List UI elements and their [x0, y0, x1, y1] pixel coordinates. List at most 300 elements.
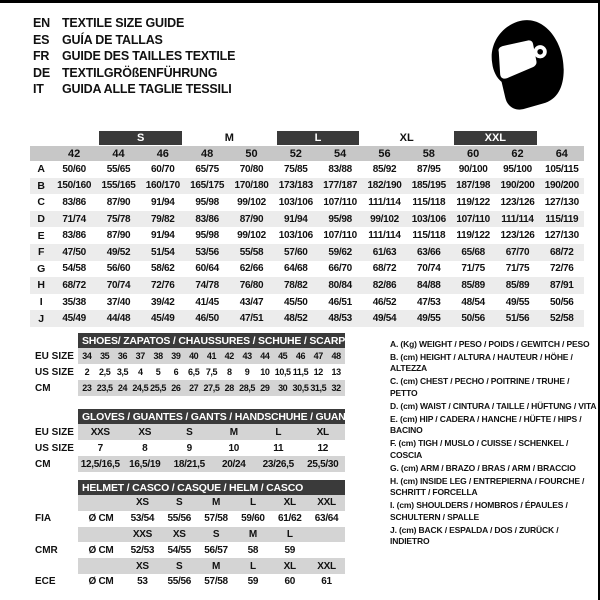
table-cell: 30,5 [292, 383, 309, 393]
row-label: FIA [35, 513, 52, 525]
spacer [35, 558, 79, 574]
size-header-cell: 62 [511, 147, 524, 160]
table-cell: 20/24 [221, 458, 246, 470]
row-label: CMR [35, 544, 58, 556]
helmet-table-title: HELMET / CASCO / CASQUE / HELM / CASCO [78, 480, 345, 495]
table-cell: 165/175 [190, 180, 225, 192]
table-cell: 170/180 [234, 180, 269, 192]
language-code: DE [33, 65, 50, 80]
size-header-cell: 56 [378, 147, 391, 160]
table-cell: XL [316, 426, 329, 438]
size-header-cell: M [212, 560, 221, 572]
table-cell: 107/110 [323, 230, 357, 242]
table-cell: 43 [242, 351, 252, 361]
table-cell: 47/53 [417, 296, 441, 308]
size-group-s: S [99, 131, 182, 145]
table-cell: 83/86 [195, 213, 219, 225]
shoes-table [78, 333, 352, 396]
table-cell: 47 [313, 351, 323, 361]
table-cell: 45/50 [284, 296, 308, 308]
table-cell: 35 [100, 351, 110, 361]
table-row [78, 574, 345, 590]
row-label: US SIZE [35, 442, 74, 454]
table-cell: 103/106 [411, 213, 446, 225]
table-cell: 57/60 [284, 246, 308, 258]
table-cell: 23/26,5 [262, 458, 294, 470]
spacer [35, 495, 79, 511]
size-header-cell: XXL [317, 560, 336, 572]
size-group-xxl: XXL [454, 131, 537, 145]
legend-item: B. (cm) HEIGHT / ALTURA / HAUTEUR / HÖHE / ALTEZZA [390, 352, 573, 374]
table-cell: 84/88 [417, 279, 441, 291]
table-cell: 50/56 [550, 296, 574, 308]
table-cell: 53/54 [130, 513, 155, 525]
table-cell: 37/40 [106, 296, 131, 308]
table-cell: 91/94 [151, 196, 175, 208]
table-cell: 6,5 [188, 367, 200, 377]
table-cell: 11,5 [292, 367, 309, 377]
table-cell: 28,5 [239, 383, 256, 393]
table-cell: 71/75 [461, 263, 485, 275]
language-list [33, 15, 235, 98]
table-cell: 75/85 [284, 163, 308, 175]
table-row [30, 178, 584, 195]
table-cell: 72/76 [151, 279, 175, 291]
table-cell: 24 [117, 383, 128, 393]
table-cell: 34 [82, 351, 92, 361]
table-cell: 57/58 [204, 576, 228, 588]
table-row [78, 542, 345, 558]
table-cell: 43/47 [239, 296, 264, 308]
table-cell: 173/183 [278, 180, 313, 192]
table-cell: 182/190 [367, 180, 402, 192]
table-cell: 38 [153, 351, 163, 361]
table-cell: 56/60 [106, 263, 131, 275]
table-cell: 60/64 [195, 263, 219, 275]
table-cell: 53 [137, 576, 148, 588]
size-header-row [78, 527, 345, 543]
table-cell: 85/89 [461, 279, 485, 291]
table-cell: 85/92 [372, 163, 397, 175]
table-cell: 25,5 [150, 383, 167, 393]
unit-cell: Ø CM [88, 513, 114, 525]
table-cell: 65/75 [195, 163, 219, 175]
legend-item: C. (cm) CHEST / PECHO / POITRINE / TRUHE / PETTO [390, 376, 570, 398]
language-title: TEXTILE SIZE GUIDE [62, 16, 185, 30]
table-cell: 16,5/19 [129, 458, 161, 470]
gloves-table [78, 409, 355, 472]
table-cell: 190/200 [544, 180, 579, 192]
size-group-xl: XL [399, 132, 414, 144]
table-cell: M [229, 426, 238, 438]
table-cell: 53/56 [195, 246, 219, 258]
table-cell: 177/187 [323, 180, 358, 192]
table-cell: 23 [82, 383, 92, 393]
table-cell: 51/54 [151, 246, 175, 258]
size-group-l: L [277, 131, 360, 145]
language-row [33, 32, 235, 49]
table-cell: 45/49 [62, 313, 86, 325]
unit-cell: Ø CM [88, 544, 114, 556]
table-cell: 48/54 [461, 296, 485, 308]
table-cell: 75/78 [106, 213, 131, 225]
language-code: ES [33, 32, 50, 47]
table-cell: 72/76 [550, 263, 574, 275]
table-cell: 55/56 [167, 513, 191, 525]
table-cell: L [275, 426, 282, 438]
table-cell: 9 [244, 367, 250, 377]
table-cell: 5 [155, 367, 161, 377]
table-cell: 115/118 [412, 196, 446, 208]
table-cell: 64/68 [284, 263, 308, 275]
legend-item: A. (Kg) WEIGHT / PESO / POIDS / GEWITCH / PESO [390, 339, 590, 349]
table-cell: 123/126 [500, 196, 535, 208]
table-cell: 83/86 [62, 196, 86, 208]
table-cell: 2 [84, 367, 90, 377]
legend-item: E. (cm) HIP / CADERA / HANCHE / HÜFTE / HIPS / BACINO [390, 413, 582, 436]
table-cell: 10 [228, 442, 240, 454]
table-cell: 3,5 [116, 367, 129, 377]
language-row [33, 15, 235, 32]
table-cell: 29 [260, 383, 270, 393]
size-header-cell: S [212, 528, 220, 540]
row-label: A [37, 163, 45, 176]
table-cell: 87/90 [106, 230, 131, 242]
size-group-m: M [224, 132, 234, 144]
table-cell: 28 [224, 383, 234, 393]
table-cell: 62/66 [239, 263, 264, 275]
table-row [78, 348, 345, 364]
table-cell: 27 [189, 383, 199, 393]
table-cell: 71/74 [62, 213, 86, 225]
table-cell: 13 [331, 367, 341, 377]
language-code: IT [33, 82, 44, 96]
table-cell: 7,5 [205, 367, 218, 377]
table-cell: 59/62 [328, 246, 352, 258]
table-cell: 111/114 [501, 213, 534, 225]
table-cell: 8 [142, 442, 148, 454]
language-row [33, 81, 235, 98]
size-header-cell: L [250, 560, 256, 572]
table-cell: 74/78 [195, 279, 219, 291]
table-cell: 87/95 [417, 163, 441, 175]
legend [390, 339, 598, 549]
table-cell: 37 [135, 351, 145, 361]
row-label: B [37, 179, 45, 192]
row-label: US SIZE [35, 366, 74, 378]
row-label: H [37, 279, 45, 292]
row-label: E [37, 229, 45, 242]
table-cell: 44 [260, 351, 270, 361]
row-label: G [37, 262, 45, 275]
row-label: D [37, 213, 45, 226]
size-header-cell: 64 [555, 147, 568, 160]
helmet-table-body [78, 495, 345, 590]
table-cell: 39/42 [151, 296, 175, 308]
table-row [30, 244, 584, 261]
table-cell: 90/100 [458, 163, 488, 175]
table-cell: 107/110 [456, 213, 490, 225]
table-row [30, 277, 584, 294]
size-header-cell: M [248, 528, 257, 540]
row-label: CM [35, 382, 51, 394]
table-row [30, 261, 584, 278]
language-title: TEXTILGRÖßENFÜHRUNG [62, 65, 218, 80]
language-row [33, 48, 235, 65]
legend-item: F. (cm) TIGH / MUSLO / CUISSE / SCHENKEL / COSCIA [390, 438, 569, 460]
table-cell: 87/91 [550, 279, 574, 291]
table-cell: 12 [313, 367, 323, 377]
size-header-cell: XS [136, 497, 149, 509]
table-cell: 58 [247, 544, 259, 556]
size-header-cell: XXS [132, 528, 152, 540]
table-row [78, 456, 345, 472]
table-cell: 11 [273, 442, 284, 454]
gloves-table-title: GLOVES / GUANTES / GANTS / HANDSCHUHE / GUANTI [78, 409, 345, 424]
table-cell: 52/53 [130, 544, 155, 556]
table-cell: 91/94 [151, 230, 175, 242]
size-header-cell: 54 [334, 147, 347, 160]
table-cell: 103/106 [278, 196, 313, 208]
table-cell: 55/56 [167, 576, 191, 588]
size-header-cell: S [176, 560, 183, 572]
table-cell: 26 [171, 383, 181, 393]
legend-item: H. (cm) INSIDE LEG / ENTREPIERNA / FOURCHE / SCHRITT / FORCELLA [390, 475, 585, 498]
table-cell: 47/51 [239, 313, 264, 325]
table-cell: 4 [137, 367, 143, 377]
size-header-cell: XS [172, 528, 186, 540]
legend-item: J. (cm) BACK / ESPALDA / DOS / ZURÜCK / INDIETRO [390, 524, 559, 546]
table-cell: 10 [260, 367, 270, 377]
table-cell: 48 [331, 351, 341, 361]
table-cell: 103/106 [278, 230, 313, 242]
size-header-cell: S [176, 497, 183, 509]
table-cell: 59 [284, 544, 295, 556]
table-cell: 71/75 [505, 263, 530, 275]
table-cell: 51/56 [505, 313, 530, 325]
row-label: EU SIZE [35, 426, 74, 438]
table-cell: S [186, 426, 193, 438]
table-cell: 66/70 [328, 263, 352, 275]
table-cell: 47/50 [62, 246, 86, 258]
table-cell: 59 [247, 576, 259, 588]
table-cell: 54/55 [167, 544, 191, 556]
size-header-cell: 60 [467, 147, 480, 160]
shoes-table-body [78, 348, 345, 396]
table-cell: 63/66 [417, 246, 441, 258]
size-header-cell: 44 [112, 147, 125, 160]
size-group-row [30, 130, 584, 146]
row-label: I [39, 296, 43, 309]
table-cell: 30 [278, 383, 288, 393]
table-row [78, 424, 345, 440]
size-header-cell: M [212, 497, 221, 509]
shoes-table-title: SHOES/ ZAPATOS / CHAUSSURES / SCHUHE / SCARPE [78, 333, 345, 348]
size-header-cell: 46 [156, 147, 169, 160]
table-cell: 10,5 [274, 367, 291, 377]
table-row [30, 211, 584, 228]
legend-item: D. (cm) WAIST / CINTURA / TAILLE / HÜFTUNG / VITA [390, 400, 597, 411]
gloves-table-body [78, 424, 345, 472]
helmet-row-labels [35, 495, 79, 590]
size-header-cell: 58 [422, 147, 435, 160]
table-cell: 83/88 [328, 163, 352, 175]
spacer [35, 527, 79, 543]
table-cell: 50/56 [461, 313, 485, 325]
table-cell: 52/58 [550, 313, 574, 325]
table-cell: 115/118 [412, 230, 446, 242]
table-cell: 56/57 [204, 544, 228, 556]
table-cell: 6 [173, 367, 179, 377]
table-cell: 12 [317, 442, 329, 454]
unit-cell: Ø CM [88, 576, 114, 588]
table-cell: 99/102 [237, 196, 266, 208]
table-cell: 49/52 [106, 246, 131, 258]
table-cell: 82/86 [372, 279, 397, 291]
table-cell: 8 [226, 367, 232, 377]
table-cell: 55/65 [106, 163, 131, 175]
table-cell: 54/58 [62, 263, 86, 275]
table-cell: 111/114 [368, 230, 401, 242]
table-row [30, 227, 584, 244]
table-cell: 58/62 [151, 263, 175, 275]
table-cell: 79/82 [151, 213, 175, 225]
row-label: J [38, 312, 44, 325]
table-cell: 70/74 [417, 263, 441, 275]
table-cell: 40 [189, 351, 199, 361]
table-cell: 48/52 [284, 313, 308, 325]
table-row [30, 310, 584, 327]
table-row [78, 440, 345, 456]
table-cell: 123/126 [500, 230, 535, 242]
table-row [30, 194, 584, 211]
table-cell: 2,5 [99, 367, 111, 377]
size-header-cell: L [250, 497, 256, 509]
table-cell: 115/119 [545, 213, 579, 225]
table-cell: 76/80 [239, 279, 264, 291]
table-cell: 63/64 [314, 513, 339, 525]
table-cell: 57/58 [204, 513, 228, 525]
table-cell: 119/122 [456, 196, 490, 208]
shoes-row-labels [35, 348, 79, 396]
table-cell: 150/160 [57, 180, 92, 192]
table-cell: 46/50 [195, 313, 219, 325]
table-cell: 60/70 [151, 163, 175, 175]
table-cell: 111/114 [368, 196, 401, 208]
table-cell: 35/38 [62, 296, 86, 308]
size-header-row [78, 558, 345, 574]
size-header-cell: XXL [317, 497, 336, 509]
table-cell: 67/70 [505, 246, 530, 258]
table-cell: 155/165 [101, 180, 136, 192]
table-cell: 65/68 [461, 246, 485, 258]
size-header-cell: XL [283, 560, 296, 572]
table-cell: 55/58 [239, 246, 264, 258]
table-cell: 31,5 [310, 383, 327, 393]
size-header-cell: 52 [289, 147, 302, 160]
size-header-cell: XS [136, 560, 149, 572]
size-header-row [30, 146, 584, 161]
table-cell: 160/170 [145, 180, 180, 192]
size-header-cell: 50 [245, 147, 258, 160]
language-title: GUIDA ALLE TAGLIE TESSILI [62, 82, 232, 96]
legend-item: I. (cm) SHOULDERS / HOMBROS / ÉPAULES / SCHULTERN / SPALLE [390, 500, 568, 522]
table-cell: 49/55 [417, 313, 441, 325]
table-cell: 46 [295, 351, 306, 361]
table-cell: 68/72 [550, 246, 574, 258]
table-cell: 190/200 [500, 180, 535, 192]
size-header-row [78, 495, 345, 511]
table-cell: 127/130 [544, 230, 579, 242]
row-label: C [37, 196, 45, 209]
table-cell: 42 [224, 351, 234, 361]
table-cell: 25,5/30 [307, 458, 339, 470]
size-header-cell: 48 [201, 147, 214, 160]
table-cell: 46/52 [372, 296, 397, 308]
table-cell: 70/80 [239, 163, 264, 175]
table-cell: 99/102 [237, 230, 266, 242]
row-label: CM [35, 458, 51, 470]
table-cell: 95/100 [503, 163, 532, 175]
table-cell: 80/84 [328, 279, 352, 291]
table-cell: 95/98 [195, 196, 219, 208]
table-cell: 61/62 [277, 513, 302, 525]
table-cell: 70/74 [106, 279, 131, 291]
table-row [30, 161, 584, 178]
table-cell: 95/98 [195, 230, 219, 242]
table-cell: 45/49 [151, 313, 175, 325]
table-cell: 68/72 [62, 279, 86, 291]
table-cell: 87/90 [239, 213, 264, 225]
table-cell: 7 [97, 442, 103, 454]
table-cell: 187/198 [456, 180, 491, 192]
table-cell: 50/60 [62, 163, 86, 175]
table-cell: XXS [90, 426, 110, 438]
row-label: F [37, 246, 45, 259]
textile-size-table [30, 130, 584, 327]
table-cell: 61 [321, 576, 332, 588]
table-cell: 48/53 [328, 313, 352, 325]
table-cell: 68/72 [372, 263, 397, 275]
table-cell: 99/102 [370, 213, 399, 225]
table-cell: 78/82 [284, 279, 308, 291]
table-cell: 105/115 [545, 163, 579, 175]
table-cell: 12,5/16,5 [80, 458, 120, 470]
language-row [33, 65, 235, 82]
table-cell: 23,5 [96, 383, 113, 393]
table-cell: 49/55 [505, 296, 530, 308]
language-title: GUÍA DE TALLAS [62, 32, 163, 47]
table-cell: 41 [206, 351, 217, 361]
table-cell: 91/94 [284, 213, 308, 225]
helmet-icon [486, 16, 568, 112]
table-cell: 107/110 [323, 196, 357, 208]
table-cell: 39 [171, 351, 181, 361]
table-cell: 60 [284, 576, 295, 588]
table-cell: 185/195 [411, 180, 446, 192]
size-header-cell: XL [283, 497, 296, 509]
table-cell: 27,5 [203, 383, 220, 393]
table-cell: 127/130 [544, 196, 579, 208]
size-header-cell: 42 [68, 147, 81, 160]
table-row [78, 364, 345, 380]
table-cell: 83/86 [62, 230, 86, 242]
table-cell: 45 [278, 351, 288, 361]
size-header-cell: L [286, 528, 293, 540]
language-code: EN [33, 16, 50, 30]
legend-item: G. (cm) ARM / BRAZO / BRAS / ARM / BRACCIO [390, 462, 576, 473]
row-label: EU SIZE [35, 350, 74, 362]
